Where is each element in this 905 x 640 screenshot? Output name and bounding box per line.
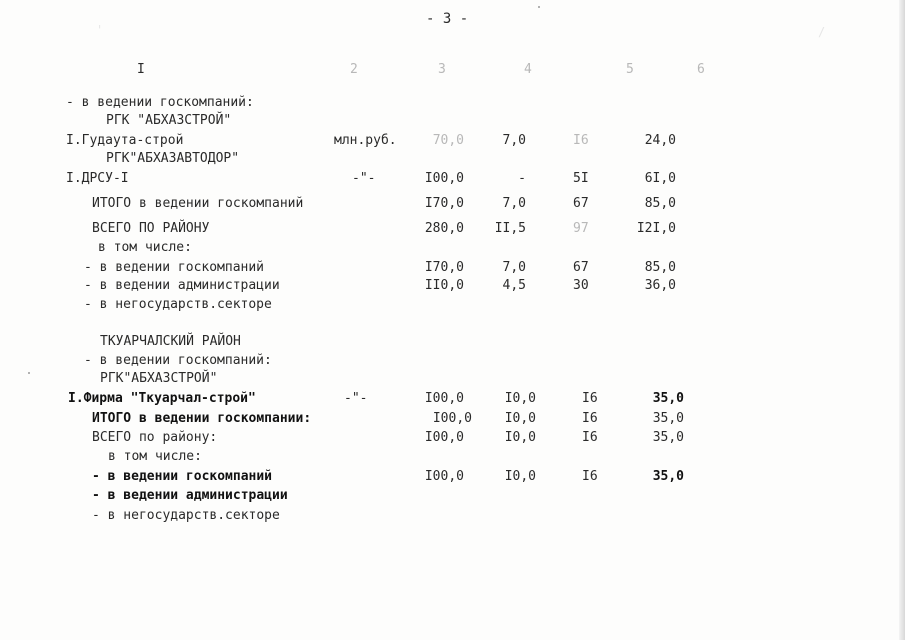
- row-label: РГК "АБХАЗСТРОЙ": [106, 113, 232, 128]
- row-label: ИТОГО в ведении госкомпании:: [92, 411, 312, 426]
- row-label: ИТОГО в ведении госкомпаний: [92, 196, 304, 211]
- paper-speck: [28, 372, 30, 374]
- column-header-2: 2: [350, 62, 358, 77]
- cell-col4: II,5: [494, 221, 526, 236]
- unit-cell: млн.руб.: [334, 133, 397, 148]
- cell-col3: I70,0: [424, 260, 464, 275]
- row-label: ВСЕГО ПО РАЙОНУ: [92, 221, 210, 236]
- row-label: - в ведении госкомпаний: [84, 260, 265, 275]
- paper-speck: [538, 6, 540, 8]
- row-label: в том числе:: [98, 240, 192, 255]
- cell-col3: I00,0: [424, 430, 464, 445]
- row-label: РГК"АБХАЗСТРОЙ": [100, 371, 218, 386]
- row-label: - в негосударств.секторе: [84, 297, 272, 312]
- cell-col3: 70,0: [432, 133, 464, 148]
- cell-col5a: I6: [573, 133, 589, 148]
- cell-col4: I0,0: [504, 391, 536, 406]
- cell-col4: I0,0: [504, 411, 536, 426]
- row-label: - в негосударств.секторе: [92, 508, 280, 523]
- column-header-1: I: [137, 62, 145, 77]
- cell-col5a: 97: [573, 221, 589, 236]
- cell-col5: 35,0: [652, 430, 684, 445]
- column-header-6: 6: [697, 62, 705, 77]
- cell-col4: -: [518, 171, 526, 186]
- cell-col5: 36,0: [644, 278, 676, 293]
- cell-col4: 7,0: [502, 260, 526, 275]
- cell-col5: 35,0: [652, 391, 684, 406]
- row-label: I.Фирма "Ткуарчал-строй": [68, 391, 256, 406]
- cell-col4: 4,5: [502, 278, 526, 293]
- row-label: - в ведении администрации: [84, 278, 280, 293]
- cell-col4: 7,0: [502, 133, 526, 148]
- cell-col4: 7,0: [502, 196, 526, 211]
- row-label: - в ведении госкомпаний:: [66, 95, 254, 110]
- row-label: I.Гудаута-строй: [66, 133, 184, 148]
- cell-col3: I00,0: [432, 411, 472, 426]
- cell-col3: 280,0: [424, 221, 464, 236]
- cell-col5: I2I,0: [636, 221, 676, 236]
- cell-col3: I00,0: [424, 171, 464, 186]
- row-label: - в ведении госкомпаний: [92, 469, 273, 484]
- cell-col5a: 67: [573, 196, 589, 211]
- unit-cell: -"-: [344, 391, 368, 406]
- bleed-through-mark: ': [96, 23, 104, 37]
- cell-col3: I70,0: [424, 196, 464, 211]
- bleed-through-mark: /: [818, 25, 826, 39]
- cell-col3: I00,0: [424, 469, 464, 484]
- cell-col5a: I6: [582, 411, 598, 426]
- unit-cell: -"-: [352, 171, 376, 186]
- row-label: РГК"АБХАЗАВТОДОР": [106, 151, 240, 166]
- cell-col3: I00,0: [424, 391, 464, 406]
- cell-col3: II0,0: [424, 278, 464, 293]
- row-label: в том числе:: [108, 449, 202, 464]
- page-number: - 3 -: [426, 11, 469, 27]
- cell-col4: I0,0: [504, 469, 536, 484]
- cell-col5: 35,0: [652, 469, 684, 484]
- row-label: I.ДРСУ-I: [66, 171, 129, 186]
- row-label: - в ведении администрации: [92, 488, 288, 503]
- cell-col5: 35,0: [652, 411, 684, 426]
- cell-col5a: 5I: [573, 171, 589, 186]
- row-label: ВСЕГО по району:: [92, 430, 218, 445]
- cell-col4: I0,0: [504, 430, 536, 445]
- cell-col5a: I6: [582, 430, 598, 445]
- section-title: ТКУАРЧАЛСКИЙ РАЙОН: [100, 334, 241, 349]
- page-edge-shadow: [899, 0, 905, 640]
- column-header-5: 5: [626, 62, 634, 77]
- cell-col5a: 67: [573, 260, 589, 275]
- cell-col5: 85,0: [644, 260, 676, 275]
- cell-col5: 24,0: [644, 133, 676, 148]
- cell-col5: 6I,0: [644, 171, 676, 186]
- cell-col5a: I6: [582, 391, 598, 406]
- column-header-4: 4: [524, 62, 532, 77]
- row-label: - в ведении госкомпаний:: [84, 353, 272, 368]
- column-header-3: 3: [438, 62, 446, 77]
- cell-col5a: 30: [573, 278, 589, 293]
- cell-col5: 85,0: [644, 196, 676, 211]
- cell-col5a: I6: [582, 469, 598, 484]
